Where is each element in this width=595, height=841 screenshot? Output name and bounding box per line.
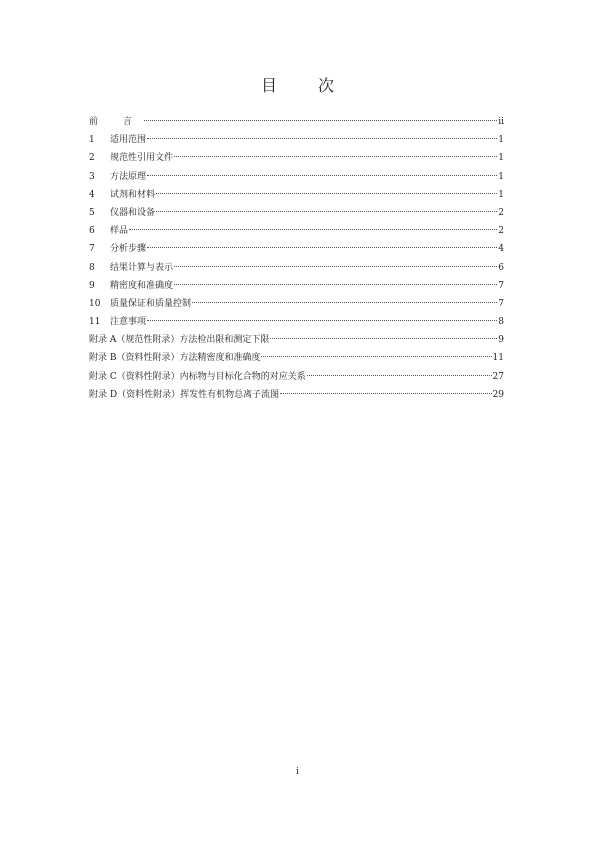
- toc-entry-page: 1: [498, 153, 504, 164]
- toc-entry-appendix-b[interactable]: [89, 349, 504, 367]
- toc-entry-page: 1: [498, 135, 504, 146]
- toc-entry-3[interactable]: [89, 168, 504, 186]
- toc-leader-dots: [129, 229, 497, 230]
- toc-entry-number: 8: [89, 262, 95, 273]
- toc-entry-page: 7: [498, 280, 504, 291]
- toc-entry-6[interactable]: [89, 222, 504, 240]
- toc-entry-label: 精密度和准确度: [110, 280, 174, 291]
- toc-entry-label: 注意事项: [110, 317, 147, 328]
- toc-entry-appendix-a[interactable]: [89, 331, 504, 349]
- toc-entry-7[interactable]: [89, 240, 504, 258]
- toc-entry-4[interactable]: [89, 186, 504, 204]
- toc-entry-label: 适用范围: [110, 135, 147, 146]
- table-of-contents: [89, 113, 504, 404]
- toc-leader-dots: [144, 120, 497, 121]
- toc-entry-2[interactable]: [89, 149, 504, 167]
- toc-leader-dots: [261, 356, 491, 357]
- toc-leader-dots: [156, 211, 497, 212]
- toc-entry-label: 附录 D（资料性附录）挥发性有机物总离子流图: [89, 389, 280, 400]
- toc-entry-page: 2: [498, 207, 504, 218]
- toc-leader-dots: [147, 320, 497, 321]
- toc-entry-number: 10: [89, 298, 101, 309]
- toc-leader-dots: [270, 338, 497, 339]
- toc-entry-9[interactable]: [89, 277, 504, 295]
- toc-entry-label: 分析步骤: [110, 244, 147, 255]
- toc-leader-dots: [147, 175, 497, 176]
- page-number: i: [296, 767, 299, 777]
- toc-entry-page: 11: [492, 353, 504, 364]
- toc-entry-label: 附录 B（资料性附录）方法精密度和准确度: [89, 353, 261, 364]
- toc-entry-label: 仪器和设备: [110, 207, 156, 218]
- toc-leader-dots: [174, 266, 497, 267]
- toc-entry-appendix-c[interactable]: [89, 368, 504, 386]
- toc-entry-8[interactable]: [89, 259, 504, 277]
- toc-entry-page: 1: [498, 171, 504, 182]
- toc-entry-label: 样品: [110, 226, 129, 237]
- toc-entry-page: 7: [498, 298, 504, 309]
- toc-entry-page: 9: [498, 335, 504, 346]
- toc-leader-dots: [280, 393, 491, 394]
- toc-entry-number: 1: [89, 135, 95, 146]
- toc-entry-number: 2: [89, 153, 95, 164]
- toc-entry-foreword[interactable]: [89, 113, 504, 131]
- toc-leader-dots: [156, 193, 497, 194]
- toc-entry-1[interactable]: [89, 131, 504, 149]
- toc-entry-page: 29: [492, 389, 504, 400]
- toc-entry-number: 5: [89, 207, 95, 218]
- toc-entry-page: 6: [498, 262, 504, 273]
- toc-entry-5[interactable]: [89, 204, 504, 222]
- toc-entry-label: 方法原理: [110, 171, 147, 182]
- toc-entry-11[interactable]: [89, 313, 504, 331]
- toc-entry-page: 4: [498, 244, 504, 255]
- toc-entry-label: 试剂和材料: [110, 189, 156, 200]
- toc-leader-dots: [307, 375, 492, 376]
- toc-leader-dots: [174, 284, 497, 285]
- toc-entry-page: 2: [498, 226, 504, 237]
- toc-entry-page: ii: [498, 117, 504, 127]
- toc-entry-number: 7: [89, 244, 95, 255]
- toc-leader-dots: [147, 247, 497, 248]
- toc-leader-dots: [192, 302, 497, 303]
- toc-entry-page: 27: [492, 371, 504, 382]
- toc-entry-label: 规范性引用文件: [110, 153, 174, 164]
- toc-leader-dots: [174, 156, 497, 157]
- page-title: 目 次: [260, 76, 353, 95]
- toc-entry-label: 前 言: [89, 117, 143, 127]
- toc-entry-number: 6: [89, 226, 95, 237]
- toc-entry-page: 1: [498, 189, 504, 200]
- toc-entry-number: 3: [89, 171, 95, 182]
- toc-entry-label: 附录 A（规范性附录）方法检出限和测定下限: [89, 335, 270, 346]
- toc-entry-label: 附录 C（资料性附录）内标物与目标化合物的对应关系: [89, 371, 306, 382]
- toc-entry-number: 4: [89, 189, 95, 200]
- toc-entry-label: 质量保证和质量控制: [110, 298, 192, 309]
- toc-leader-dots: [147, 138, 497, 139]
- toc-entry-appendix-d[interactable]: [89, 386, 504, 404]
- toc-entry-page: 8: [498, 317, 504, 328]
- toc-entry-number: 11: [89, 317, 101, 328]
- toc-entry-10[interactable]: [89, 295, 504, 313]
- toc-entry-number: 9: [89, 280, 95, 291]
- toc-entry-label: 结果计算与表示: [110, 262, 174, 273]
